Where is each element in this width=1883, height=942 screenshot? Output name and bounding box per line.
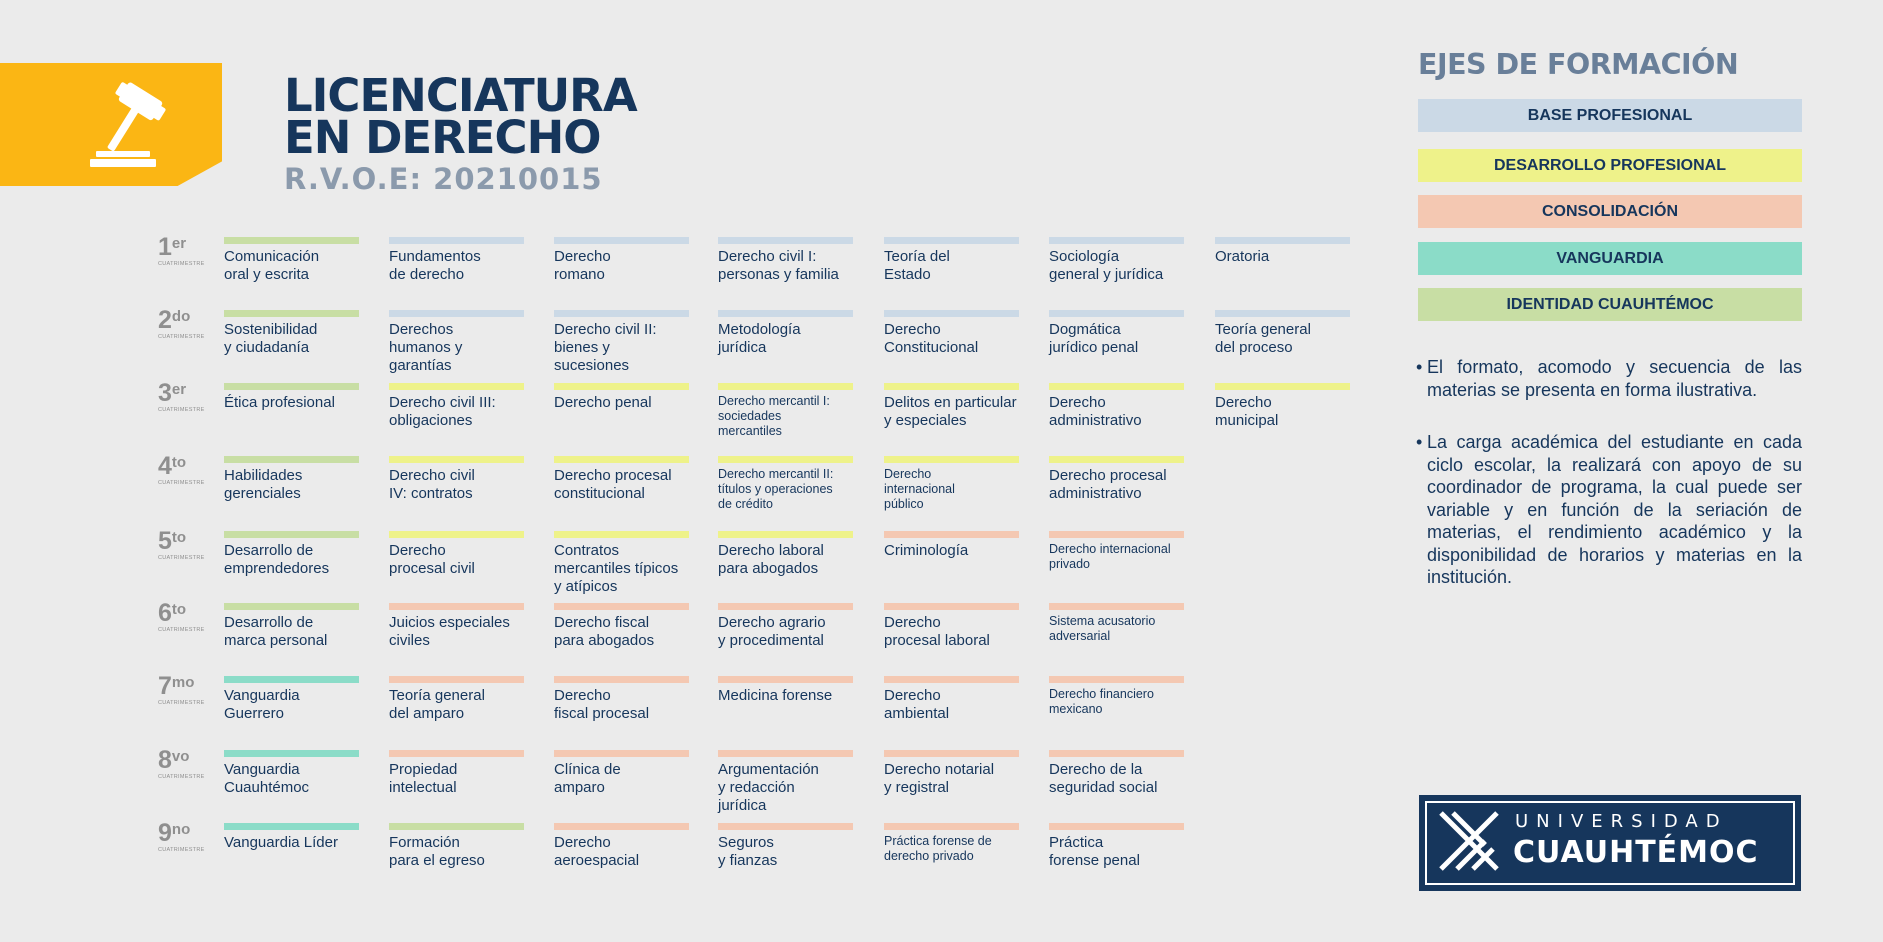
semester-suffix: mo — [171, 674, 195, 691]
course-name: Ética profesional — [224, 394, 335, 411]
semester-suffix: er — [171, 381, 187, 398]
course-axis-bar — [1049, 237, 1184, 244]
course-card — [389, 823, 549, 870]
course-card — [718, 310, 878, 357]
course-name: Delitos en particular y especiales — [884, 394, 1017, 429]
semester-label — [158, 454, 208, 486]
course-name: Vanguardia Líder — [224, 834, 338, 851]
course-name: Derecho agrario y procedimental — [718, 614, 826, 649]
course-name: Derecho Constitucional — [884, 321, 979, 356]
semester-suffix: vo — [171, 748, 190, 765]
course-card — [554, 310, 714, 375]
course-name: Desarrollo de emprendedores — [224, 542, 330, 577]
course-card — [1049, 531, 1209, 572]
course-card — [1049, 823, 1209, 870]
semester-sublabel: CUATRIMESTRE — [158, 627, 205, 633]
course-card — [224, 531, 384, 578]
course-name: Formación para el egreso — [389, 834, 485, 869]
course-name: Habilidades gerenciales — [224, 467, 303, 502]
course-axis-bar — [389, 531, 524, 538]
course-axis-bar — [1049, 456, 1184, 463]
course-card — [389, 383, 549, 430]
course-axis-bar — [884, 823, 1019, 830]
course-axis-bar — [718, 750, 853, 757]
semester-suffix: no — [171, 821, 191, 838]
course-name: Derecho civil III: obligaciones — [389, 394, 496, 429]
semester-digit: 2 — [158, 306, 172, 334]
course-name: Comunicación oral y escrita — [224, 248, 320, 283]
university-logo — [1419, 795, 1801, 891]
course-axis-bar — [1049, 310, 1184, 317]
course-axis-bar — [1049, 823, 1184, 830]
course-axis-bar — [884, 603, 1019, 610]
course-name: Teoría general del proceso — [1215, 321, 1311, 356]
course-card — [718, 456, 878, 512]
course-axis-bar — [554, 823, 689, 830]
course-card — [224, 676, 384, 723]
course-axis-bar — [224, 750, 359, 757]
course-card — [718, 603, 878, 650]
course-axis-bar — [554, 603, 689, 610]
course-name: Derecho mercantil II: títulos y operaciones de crédito — [718, 467, 834, 511]
course-name: Teoría general del amparo — [389, 687, 485, 722]
course-name: Derecho aeroespacial — [554, 834, 640, 869]
course-name: Vanguardia Cuauhtémoc — [224, 761, 310, 796]
course-name: Derecho penal — [554, 394, 652, 411]
semester-digit: 6 — [158, 599, 172, 627]
course-name: Clínica de amparo — [554, 761, 621, 796]
course-card — [224, 237, 384, 284]
course-axis-bar — [1049, 676, 1184, 683]
course-name: Derecho romano — [554, 248, 611, 283]
course-axis-bar — [554, 383, 689, 390]
course-name: Derecho fiscal procesal — [554, 687, 650, 722]
course-name: Dogmática jurídico penal — [1049, 321, 1139, 356]
semester-number — [158, 235, 208, 259]
course-card — [718, 237, 878, 284]
course-card — [1215, 310, 1375, 357]
semester-sublabel: CUATRIMESTRE — [158, 774, 205, 780]
semester-digit: 7 — [158, 672, 172, 700]
semester-number — [158, 381, 208, 405]
course-axis-bar — [718, 456, 853, 463]
course-axis-bar — [554, 310, 689, 317]
semester-number — [158, 674, 208, 698]
course-axis-bar — [389, 237, 524, 244]
course-card — [884, 603, 1044, 650]
course-name: Derecho internacional privado — [1049, 542, 1171, 571]
course-card — [389, 531, 549, 578]
course-name: Derecho de la seguridad social — [1049, 761, 1158, 796]
course-card — [224, 456, 384, 503]
course-card — [718, 823, 878, 870]
semester-suffix: do — [171, 308, 191, 325]
course-axis-bar — [718, 383, 853, 390]
course-axis-bar — [224, 383, 359, 390]
course-axis-bar — [554, 237, 689, 244]
course-name: Derechos humanos y garantías — [389, 321, 463, 374]
course-axis-bar — [224, 531, 359, 538]
course-axis-bar — [718, 603, 853, 610]
semester-digit: 9 — [158, 819, 172, 847]
course-name: Argumentación y redacción jurídica — [718, 761, 819, 814]
semester-number — [158, 308, 208, 332]
course-card — [718, 676, 878, 705]
semester-digit: 1 — [158, 233, 172, 261]
semester-label — [158, 381, 208, 413]
course-card — [554, 383, 714, 412]
course-axis-bar — [718, 237, 853, 244]
course-card — [1049, 456, 1209, 503]
semester-suffix: er — [171, 235, 187, 252]
bullet-icon: • — [1416, 357, 1423, 377]
course-axis-bar — [554, 676, 689, 683]
logo-line-1: UNIVERSIDAD — [1515, 811, 1728, 832]
course-card — [718, 531, 878, 578]
course-axis-bar — [1049, 750, 1184, 757]
course-card — [718, 750, 878, 815]
course-axis-bar — [224, 237, 359, 244]
course-axis-bar — [1215, 383, 1350, 390]
course-card — [554, 676, 714, 723]
semester-suffix: to — [171, 529, 187, 546]
course-axis-bar — [389, 383, 524, 390]
ejes-title: EJES DE FORMACIÓN — [1418, 48, 1739, 81]
semester-label — [158, 235, 208, 267]
course-name: Derecho procesal civil — [389, 542, 475, 577]
course-axis-bar — [224, 603, 359, 610]
gavel-icon-block — [0, 63, 222, 186]
course-card — [1049, 603, 1209, 644]
semester-number — [158, 821, 208, 845]
course-card — [1049, 383, 1209, 430]
course-card — [554, 531, 714, 596]
course-axis-bar — [718, 676, 853, 683]
course-card — [389, 310, 549, 375]
course-name: Sostenibilidad y ciudadanía — [224, 321, 318, 356]
course-card — [389, 237, 549, 284]
course-axis-bar — [718, 823, 853, 830]
course-axis-bar — [389, 603, 524, 610]
semester-number — [158, 748, 208, 772]
course-card — [718, 383, 878, 439]
course-name: Derecho financiero mexicano — [1049, 687, 1154, 716]
course-card — [1215, 237, 1375, 266]
axis-desarrollo-profesional: DESARROLLO PROFESIONAL — [1418, 149, 1802, 182]
course-axis-bar — [1049, 383, 1184, 390]
semester-digit: 3 — [158, 379, 172, 407]
course-axis-bar — [1215, 237, 1350, 244]
semester-label — [158, 601, 208, 633]
course-name: Derecho procesal constitucional — [554, 467, 672, 502]
logo-line-2: CUAUHTÉMOC — [1513, 835, 1759, 870]
course-axis-bar — [1049, 603, 1184, 610]
course-name: Derecho mercantil I: sociedades mercantiles — [718, 394, 830, 438]
course-card — [554, 750, 714, 797]
course-name: Derecho ambiental — [884, 687, 950, 722]
semester-label — [158, 821, 208, 853]
course-name: Fundamentos de derecho — [389, 248, 481, 283]
course-card — [389, 603, 549, 650]
course-axis-bar — [884, 676, 1019, 683]
course-axis-bar — [884, 383, 1019, 390]
axis-vanguardia: VANGUARDIA — [1418, 242, 1802, 275]
title-line-1: LICENCIATURA — [284, 69, 637, 122]
note-1-text: El formato, acomodo y secuencia de las materias se presenta en forma ilustrativa. — [1427, 357, 1802, 400]
course-name: Seguros y fianzas — [718, 834, 778, 869]
course-axis-bar — [224, 456, 359, 463]
semester-suffix: to — [171, 454, 187, 471]
course-card — [224, 603, 384, 650]
semester-sublabel: CUATRIMESTRE — [158, 555, 205, 561]
course-axis-bar — [884, 237, 1019, 244]
course-card — [389, 676, 549, 723]
semester-sublabel: CUATRIMESTRE — [158, 700, 205, 706]
course-axis-bar — [554, 750, 689, 757]
semester-label — [158, 674, 208, 706]
course-axis-bar — [389, 823, 524, 830]
course-name: Derecho notarial y registral — [884, 761, 995, 796]
course-axis-bar — [389, 310, 524, 317]
course-card — [554, 823, 714, 870]
course-name: Teoría del Estado — [884, 248, 950, 283]
title-line-2: EN DERECHO — [284, 111, 601, 164]
semester-number — [158, 529, 208, 553]
axis-identidad-cuauhtemoc: IDENTIDAD CUAUHTÉMOC — [1418, 288, 1802, 321]
course-card — [1049, 676, 1209, 717]
course-card — [554, 456, 714, 503]
course-name: Derecho municipal — [1215, 394, 1279, 429]
course-name: Contratos mercantiles típicos y atípicos — [554, 542, 679, 595]
axis-base-profesional: BASE PROFESIONAL — [1418, 99, 1802, 132]
course-name: Derecho civil IV: contratos — [389, 467, 475, 502]
course-name: Derecho procesal administrativo — [1049, 467, 1167, 502]
course-axis-bar — [389, 676, 524, 683]
course-axis-bar — [1049, 531, 1184, 538]
course-card — [1215, 383, 1375, 430]
semester-label — [158, 308, 208, 340]
course-axis-bar — [554, 531, 689, 538]
course-axis-bar — [224, 676, 359, 683]
semester-number — [158, 601, 208, 625]
course-name: Oratoria — [1215, 248, 1270, 265]
semester-label — [158, 529, 208, 561]
course-name: Derecho procesal laboral — [884, 614, 990, 649]
gavel-icon — [88, 79, 198, 174]
course-card — [884, 676, 1044, 723]
university-logo-icon — [1433, 805, 1505, 877]
course-card — [1049, 750, 1209, 797]
semester-digit: 4 — [158, 452, 172, 480]
course-card — [884, 383, 1044, 430]
rvoe-code: R.V.O.E: 20210015 — [284, 162, 603, 196]
note-2 — [1416, 431, 1802, 589]
semester-suffix: to — [171, 601, 187, 618]
semester-number — [158, 454, 208, 478]
semester-sublabel: CUATRIMESTRE — [158, 334, 205, 340]
course-name: Medicina forense — [718, 687, 833, 704]
course-axis-bar — [884, 456, 1019, 463]
course-name: Derecho internacional público — [884, 467, 955, 511]
course-axis-bar — [389, 456, 524, 463]
course-name: Sistema acusatorio adversarial — [1049, 614, 1156, 643]
note-2-text: La carga académica del estudiante en cada ciclo escolar, la realizará con apoyo de su coordinador de programa, la cual puede ser variable y en función de la seriación de materias, el rendimiento académico y la disponibilidad de horarios y materias en la institución. — [1427, 432, 1802, 587]
course-card — [224, 383, 384, 412]
course-name: Desarrollo de marca personal — [224, 614, 328, 649]
course-card — [884, 531, 1044, 560]
course-axis-bar — [224, 310, 359, 317]
axis-consolidacion: CONSOLIDACIÓN — [1418, 195, 1802, 228]
course-axis-bar — [884, 531, 1019, 538]
course-card — [884, 237, 1044, 284]
semester-sublabel: CUATRIMESTRE — [158, 261, 205, 267]
course-name: Criminología — [884, 542, 969, 559]
course-name: Derecho civil I: personas y familia — [718, 248, 839, 283]
course-name: Derecho laboral para abogados — [718, 542, 824, 577]
course-name: Sociología general y jurídica — [1049, 248, 1164, 283]
course-name: Derecho civil II: bienes y sucesiones — [554, 321, 657, 374]
course-axis-bar — [1215, 310, 1350, 317]
course-card — [389, 750, 549, 797]
course-name: Metodología jurídica — [718, 321, 801, 356]
course-card — [554, 603, 714, 650]
course-axis-bar — [718, 531, 853, 538]
course-axis-bar — [224, 823, 359, 830]
course-card — [224, 823, 384, 852]
course-card — [1049, 310, 1209, 357]
course-name: Práctica forense penal — [1049, 834, 1140, 869]
semester-label — [158, 748, 208, 780]
course-name: Juicios especiales civiles — [389, 614, 510, 649]
course-name: Derecho administrativo — [1049, 394, 1142, 429]
course-axis-bar — [884, 310, 1019, 317]
course-card — [1049, 237, 1209, 284]
course-card — [884, 750, 1044, 797]
course-name: Vanguardia Guerrero — [224, 687, 300, 722]
course-name: Propiedad intelectual — [389, 761, 458, 796]
note-1 — [1416, 356, 1802, 401]
course-card — [884, 823, 1044, 864]
course-card — [389, 456, 549, 503]
semester-digit: 5 — [158, 527, 172, 555]
bullet-icon: • — [1416, 432, 1423, 452]
course-card — [224, 750, 384, 797]
course-card — [554, 237, 714, 284]
semester-sublabel: CUATRIMESTRE — [158, 407, 205, 413]
course-axis-bar — [554, 456, 689, 463]
course-axis-bar — [884, 750, 1019, 757]
course-card — [884, 310, 1044, 357]
course-card — [224, 310, 384, 357]
course-axis-bar — [718, 310, 853, 317]
course-name: Derecho fiscal para abogados — [554, 614, 655, 649]
semester-digit: 8 — [158, 746, 172, 774]
course-name: Práctica forense de derecho privado — [884, 834, 992, 863]
course-card — [884, 456, 1044, 512]
semester-sublabel: CUATRIMESTRE — [158, 847, 205, 853]
course-axis-bar — [389, 750, 524, 757]
semester-sublabel: CUATRIMESTRE — [158, 480, 205, 486]
